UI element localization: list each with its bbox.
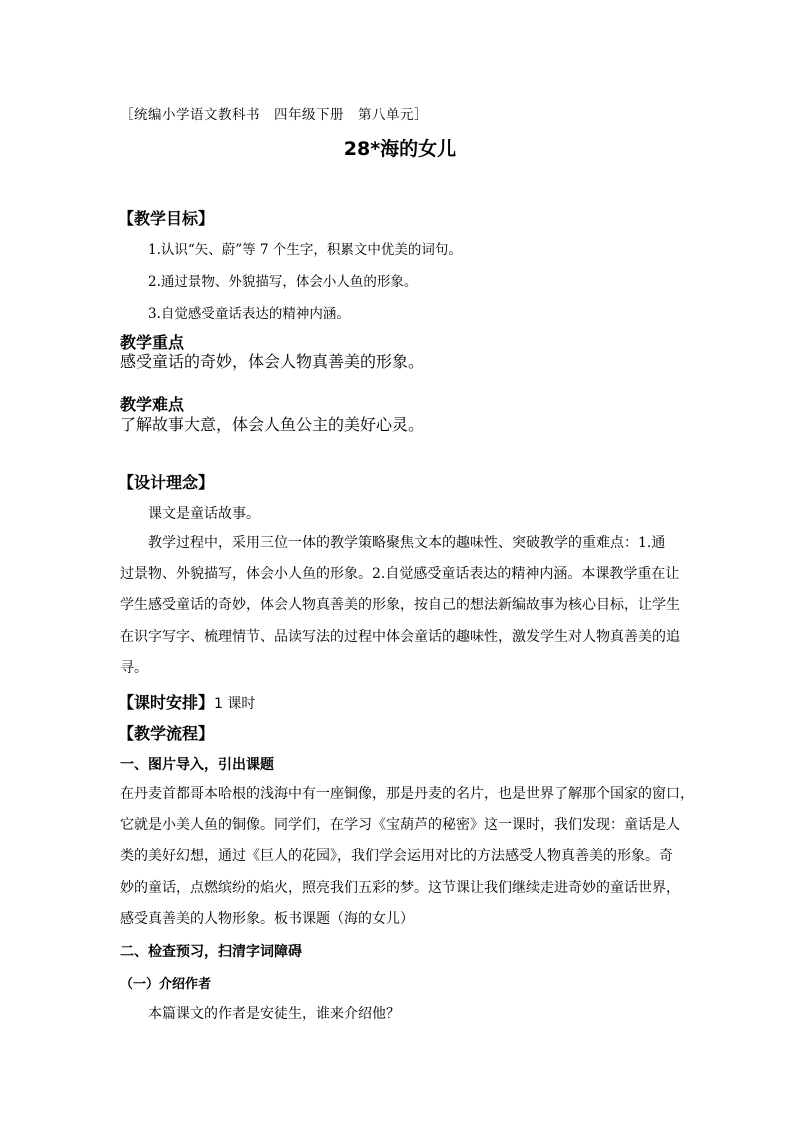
subsection-heading: （一）介绍作者 (120, 977, 212, 992)
paragraph-line: 在识字写字、梳理情节、品读写法的过程中体会童话的趣味性，激发学生对人物真善美的追 (120, 628, 680, 645)
paragraph-line: 感受真善美的人物形象。板书课题（海的女儿） (120, 910, 414, 927)
schedule-label: 【课时安排】 (118, 693, 215, 712)
design-heading: 【设计理念】 (118, 473, 215, 492)
section-1-paragraph (120, 779, 694, 935)
paragraph-line: 寻。 (120, 659, 148, 676)
objectives-heading: 【教学目标】 (118, 209, 215, 228)
key-points-heading: 教学重点 (120, 333, 185, 352)
schedule-value: 1 课时 (214, 696, 256, 712)
schedule-heading (118, 690, 255, 713)
paragraph-line: 它就是小美人鱼的铜像。同学们，在学习《宝葫芦的秘密》这一课时，我们发现：童话是人 (120, 817, 680, 834)
difficulties-heading: 教学难点 (120, 395, 185, 414)
subsection-text: 本篇课文的作者是安徒生，谁来介绍他？ (120, 1006, 400, 1022)
objective-item: 1.认识“矢、蔚”等 7 个生字，积累文中优美的词句。 (148, 242, 462, 258)
design-para-2 (120, 528, 680, 684)
section-2-heading: 二、检查预习，扫清字词障碍 (120, 944, 302, 960)
source-line: ［统编小学语文教科书 四年级下册 第八单元］ (120, 107, 428, 123)
paragraph-line: 学生感受童话的奇妙，体会人物真善美的形象，按自己的想法新编故事为核心目标，让学生 (120, 597, 680, 614)
flow-heading: 【教学流程】 (118, 724, 215, 743)
section-1-heading: 一、图片导入，引出课题 (120, 757, 274, 773)
lesson-title: 28*海的女儿 (343, 138, 457, 160)
objective-item: 2.通过景物、外貌描写，体会小人鱼的形象。 (148, 274, 418, 290)
objective-item: 3.自觉感受童话表达的精神内涵。 (148, 306, 350, 322)
paragraph-line: 教学过程中，采用三位一体的教学策略聚焦文本的趣味性、突破教学的重难点：1.通 (120, 535, 666, 551)
paragraph-line: 类的美好幻想，通过《巨人的花园》，我们学会运用对比的方法感受人物真善美的形象。奇 (120, 848, 673, 865)
design-para-1: 课文是童话故事。 (148, 506, 260, 522)
paragraph-line: 在丹麦首都哥本哈根的浅海中有一座铜像，那是丹麦的名片，也是世界了解那个国家的窗口， (120, 786, 694, 802)
paragraph-line: 过景物、外貌描写，体会小人鱼的形象。2.自觉感受童话表达的精神内涵。本课教学重在让 (120, 566, 680, 583)
key-points-text: 感受童话的奇妙，体会人物真善美的形象。 (120, 352, 425, 371)
difficulties-text: 了解故事大意，体会人鱼公主的美好心灵。 (120, 415, 425, 434)
paragraph-line: 妙的童话，点燃缤纷的焰火，照亮我们五彩的梦。这节课让我们继续走进奇妙的童话世界， (120, 879, 680, 896)
